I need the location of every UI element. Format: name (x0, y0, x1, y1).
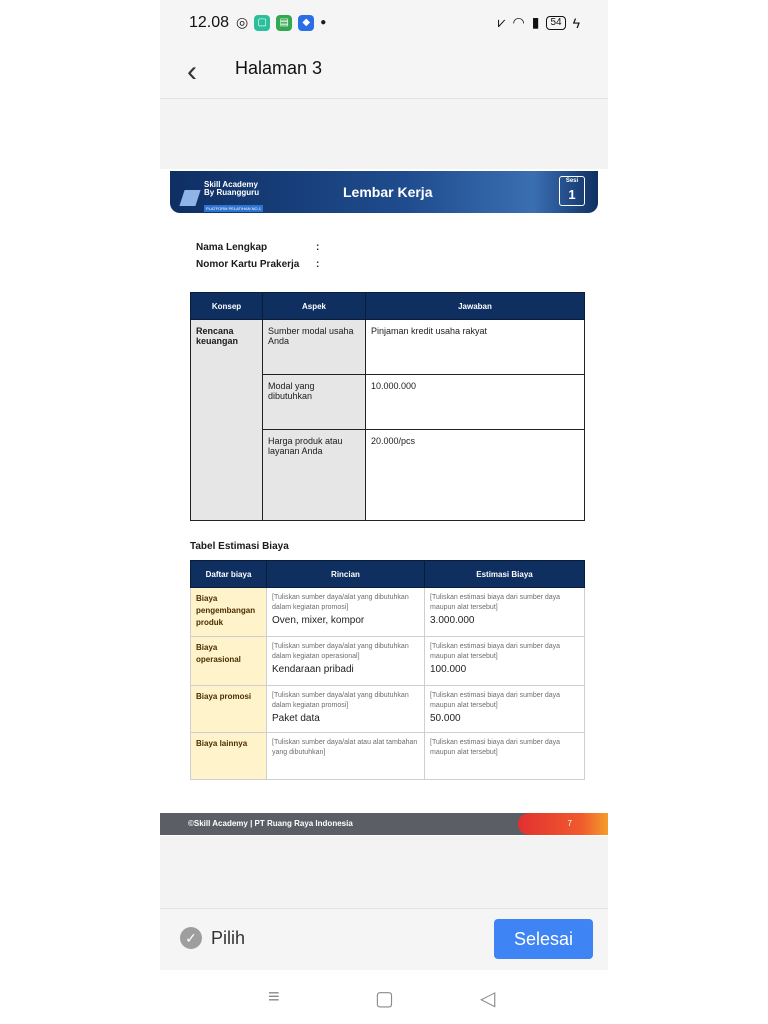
estimate-answer: 3.000.000 (430, 615, 475, 626)
estimate-cell (425, 733, 585, 780)
back-nav-icon[interactable]: ◁ (480, 988, 496, 1010)
system-nav-bar (160, 970, 608, 1024)
column-header: Daftar biaya (191, 561, 267, 588)
dot-icon: ● (320, 17, 327, 28)
table-row (191, 733, 585, 780)
field-row (196, 256, 320, 273)
table-row (191, 686, 585, 733)
estimate-hint: [Tuliskan estimasi biaya dari sumber daya maupun alat tersebut] (430, 643, 561, 660)
cost-label-cell: Biaya operasional (191, 637, 267, 686)
participant-info (196, 239, 320, 273)
aspect-cell: Harga produk atau layanan Anda (263, 430, 366, 521)
field-label: Nomor Kartu Prakerja (196, 259, 300, 270)
detail-hint: [Tuliskan sumber daya/alat yang dibutuhkan dalam kegiatan operasional] (272, 643, 409, 660)
detail-cell (267, 686, 425, 733)
detail-hint: [Tuliskan sumber daya/alat yang dibutuhkan dalam kegiatan promosi] (272, 692, 409, 709)
cost-table-title: Tabel Estimasi Biaya (190, 541, 289, 552)
battery-icon: 54 (546, 16, 565, 30)
app-icon-blue: ◆ (298, 15, 314, 31)
cost-label-cell: Biaya lainnya (191, 733, 267, 780)
table-header-row (191, 561, 585, 588)
app-icon-green: ▤ (276, 15, 292, 31)
viewer-padding-top (160, 99, 608, 169)
aspect-cell: Sumber modal usaha Anda (263, 320, 366, 375)
action-bar (160, 908, 608, 971)
estimate-cell (425, 686, 585, 733)
back-button[interactable] (174, 54, 210, 90)
financial-plan-table (190, 292, 585, 521)
estimate-hint: [Tuliskan estimasi biaya dari sumber daya maupun alat tersebut] (430, 692, 561, 709)
vibrate-icon: ⩗ (497, 14, 506, 30)
app-icon-teal: ▢ (254, 15, 270, 31)
system-icons (498, 14, 580, 31)
detail-hint: [Tuliskan sumber daya/alat yang dibutuhkan dalam kegiatan promosi] (272, 594, 409, 611)
select-label: Pilih (211, 927, 246, 948)
logo-icon (179, 190, 200, 206)
viewer-padding-bottom (160, 836, 608, 908)
field-colon: : (316, 242, 320, 253)
status-time: 12.08 (189, 14, 230, 31)
answer-cell: Pinjaman kredit usaha rakyat (366, 320, 585, 375)
charging-icon: ϟ (572, 14, 580, 31)
answer-cell: 20.000/pcs (366, 430, 585, 521)
estimate-hint: [Tuliskan estimasi biaya dari sumber daya maupun alat tersebut] (430, 739, 561, 756)
menu-icon[interactable]: ≡ (268, 986, 280, 1008)
select-toggle[interactable] (180, 927, 245, 949)
brand-tag: PLATFORM PELATIHAN NO.1 (206, 206, 261, 211)
table-header-row (191, 293, 585, 320)
cost-estimate-table (190, 560, 585, 780)
home-icon[interactable]: ▢ (375, 988, 394, 1010)
column-header: Estimasi Biaya (425, 561, 585, 588)
concept-cell: Rencana keuangan (191, 320, 263, 521)
done-button[interactable]: Selesai (494, 919, 593, 959)
sesi-badge (559, 176, 585, 206)
footer-page-number: 7 (567, 819, 572, 828)
page-title: Halaman 3 (235, 58, 323, 78)
table-row (191, 320, 585, 375)
table-row (191, 637, 585, 686)
column-header: Rincian (267, 561, 425, 588)
document-footer (160, 813, 608, 835)
column-header: Jawaban (366, 293, 585, 320)
estimate-answer: 50.000 (430, 713, 461, 724)
detail-cell (267, 637, 425, 686)
detail-cell (267, 588, 425, 637)
estimate-cell (425, 637, 585, 686)
back-icon: ‹ (187, 55, 197, 88)
detail-answer: Kendaraan pribadi (272, 664, 354, 675)
column-header: Aspek (263, 293, 366, 320)
aspect-cell: Modal yang dibutuhkan (263, 375, 366, 430)
estimate-cell (425, 588, 585, 637)
signal-icon: ▮ (531, 14, 540, 30)
app-header (160, 46, 608, 99)
check-circle-icon: ✓ (180, 927, 202, 949)
estimate-answer: 100.000 (430, 664, 467, 675)
document-page (160, 169, 608, 828)
field-colon: : (316, 259, 320, 270)
brand-line1: Skill Academy (204, 180, 258, 189)
whatsapp-icon: ◎ (236, 14, 249, 30)
column-header: Konsep (191, 293, 263, 320)
answer-cell: 10.000.000 (366, 375, 585, 430)
footer-accent (518, 813, 608, 835)
detail-cell (267, 733, 425, 780)
brand-logo (182, 181, 263, 215)
wifi-icon: ◠ (512, 14, 525, 30)
estimate-hint: [Tuliskan estimasi biaya dari sumber daya maupun alat tersebut] (430, 594, 561, 611)
field-label: Nama Lengkap (196, 242, 268, 253)
notification-icons (236, 14, 326, 31)
detail-hint: [Tuliskan sumber daya/alat atau alat tambahan yang dibutuhkan] (272, 739, 418, 756)
field-row (196, 239, 320, 256)
cost-label-cell: Biaya promosi (191, 686, 267, 733)
status-bar (160, 0, 608, 46)
footer-text: ©Skill Academy | PT Ruang Raya Indonesia (188, 819, 353, 828)
brand-line2: By Ruangguru (204, 188, 260, 197)
banner-title: Lembar Kerja (343, 184, 433, 200)
detail-answer: Paket data (272, 713, 320, 724)
table-row (191, 588, 585, 637)
sesi-label: Sesi (565, 178, 579, 184)
detail-answer: Oven, mixer, kompor (272, 615, 365, 626)
document-banner (170, 171, 598, 213)
cost-label-cell: Biaya pengembangan produk (191, 588, 267, 637)
sesi-number: 1 (568, 187, 576, 202)
phone-screen (160, 0, 608, 1024)
